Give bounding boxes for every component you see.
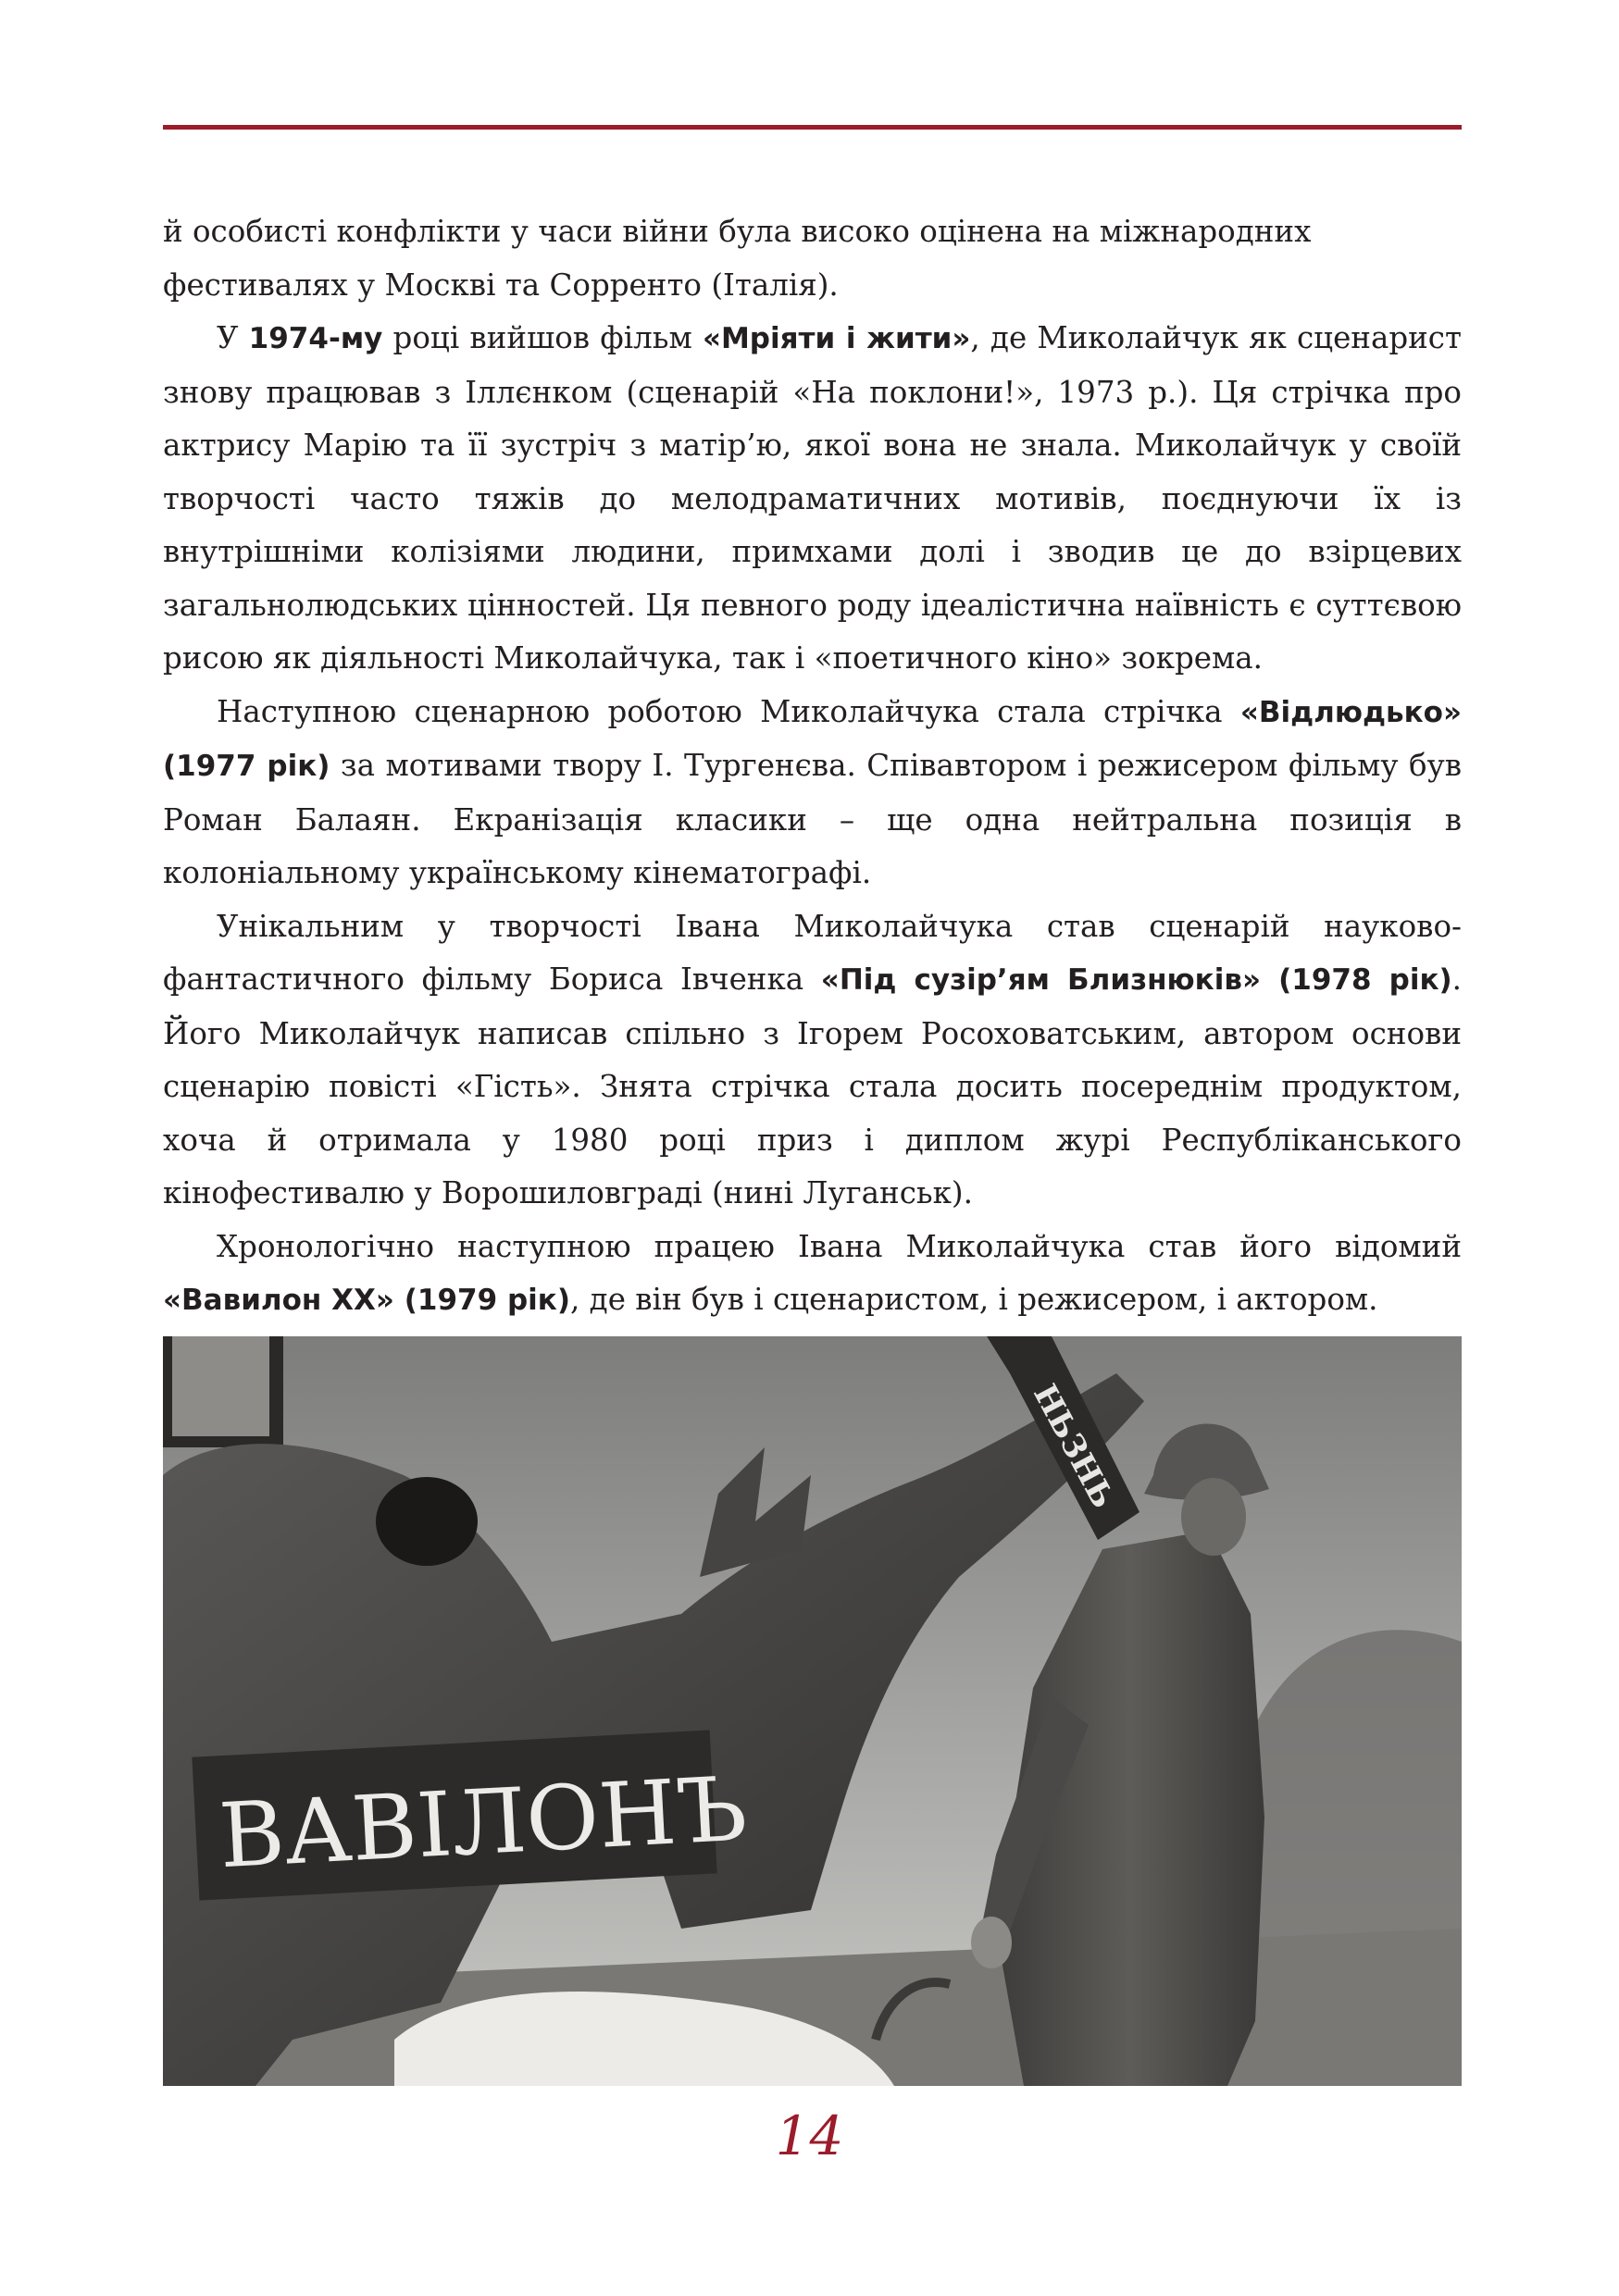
text-run: , де Миколайчук як сценарист знову працював з Іллєнком (сценарій «На поклони!», 1973 р.). Ця стрічка про актрису Марію та її зустріч з матір’ю, якої вона не знала. Миколайчук у своїй творчості часто тяжів до мелодраматичних мотивів, поєднуючи їх із внутрішніми колізіями людини, примхами долі і зводив це до взірцевих загальнолюдських цінностей. Ця певного роду ідеалістична наївність є суттєвою рисою як діяльності Миколайчука, так і «поетичного кіно» зокрема. xyxy=(163,320,1462,676)
village-sign-text: ВАВІЛОНЪ xyxy=(216,1756,750,1889)
text-run: Наступною сценарною роботою Миколайчука стала стрічка xyxy=(217,693,1240,729)
stump-hollow xyxy=(376,1477,478,1566)
film-title: «Вавилон ХХ» (1979 рік) xyxy=(163,1284,571,1317)
text-run: році вийшов фільм xyxy=(382,320,703,355)
text-run: й особисті конфлікти у часи війни була високо оцінена на міжнародних фестивалях у Москві та Сорренто (Італія). xyxy=(163,214,1312,303)
man-hand xyxy=(971,1917,1012,1968)
paragraph xyxy=(163,312,1462,686)
paragraph xyxy=(163,686,1462,900)
man-face xyxy=(1181,1478,1246,1556)
film-title: «Мріяти і жити» xyxy=(702,322,971,355)
body-text xyxy=(163,205,1462,1328)
text-run: Хронологічно наступною працею Івана Миколайчука став його відомий xyxy=(217,1228,1462,1264)
text-run: Унікальним у творчості Івана Миколайчука став сценарій науково-фантастичного фільму Бориса Івченка xyxy=(163,908,1462,997)
text-run: . Його Миколайчук написав спільно з Ігорем Росоховатським, автором основи сценарію повісті «Гість». Знята стрічка стала досить посереднім продуктом, хоча й отримала у 1980 році приз і диплом журі Республіканського кінофестивалю у Ворошиловграді (нині Луганськ). xyxy=(163,962,1462,1210)
text-run: У xyxy=(217,320,249,355)
film-title: «Відлюдько» (1977 рік) xyxy=(163,695,1462,783)
paragraph xyxy=(163,900,1462,1221)
text-run: , де він був і сценаристом, і режисером, і актором. xyxy=(570,1282,1378,1317)
text-run: за мотивами твору І. Тургенєва. Співавтором і режисером фільму був Роман Балаян. Екранізація класики – ще одна нейтральна позиція в колоніальному українському кінематографі. xyxy=(163,748,1462,890)
film-title: «Під сузір’ям Близнюків» (1978 рік) xyxy=(820,963,1452,997)
paragraph xyxy=(163,1221,1462,1328)
window-frame-inner xyxy=(172,1336,269,1436)
bold-year: 1974-му xyxy=(248,322,383,355)
film-still-photo xyxy=(163,1336,1462,2086)
header-rule xyxy=(163,125,1462,130)
page-number: 14 xyxy=(775,2104,844,2167)
paragraph xyxy=(163,205,1462,312)
post-sign-text: НЬЗНЬ xyxy=(1026,1378,1122,1515)
